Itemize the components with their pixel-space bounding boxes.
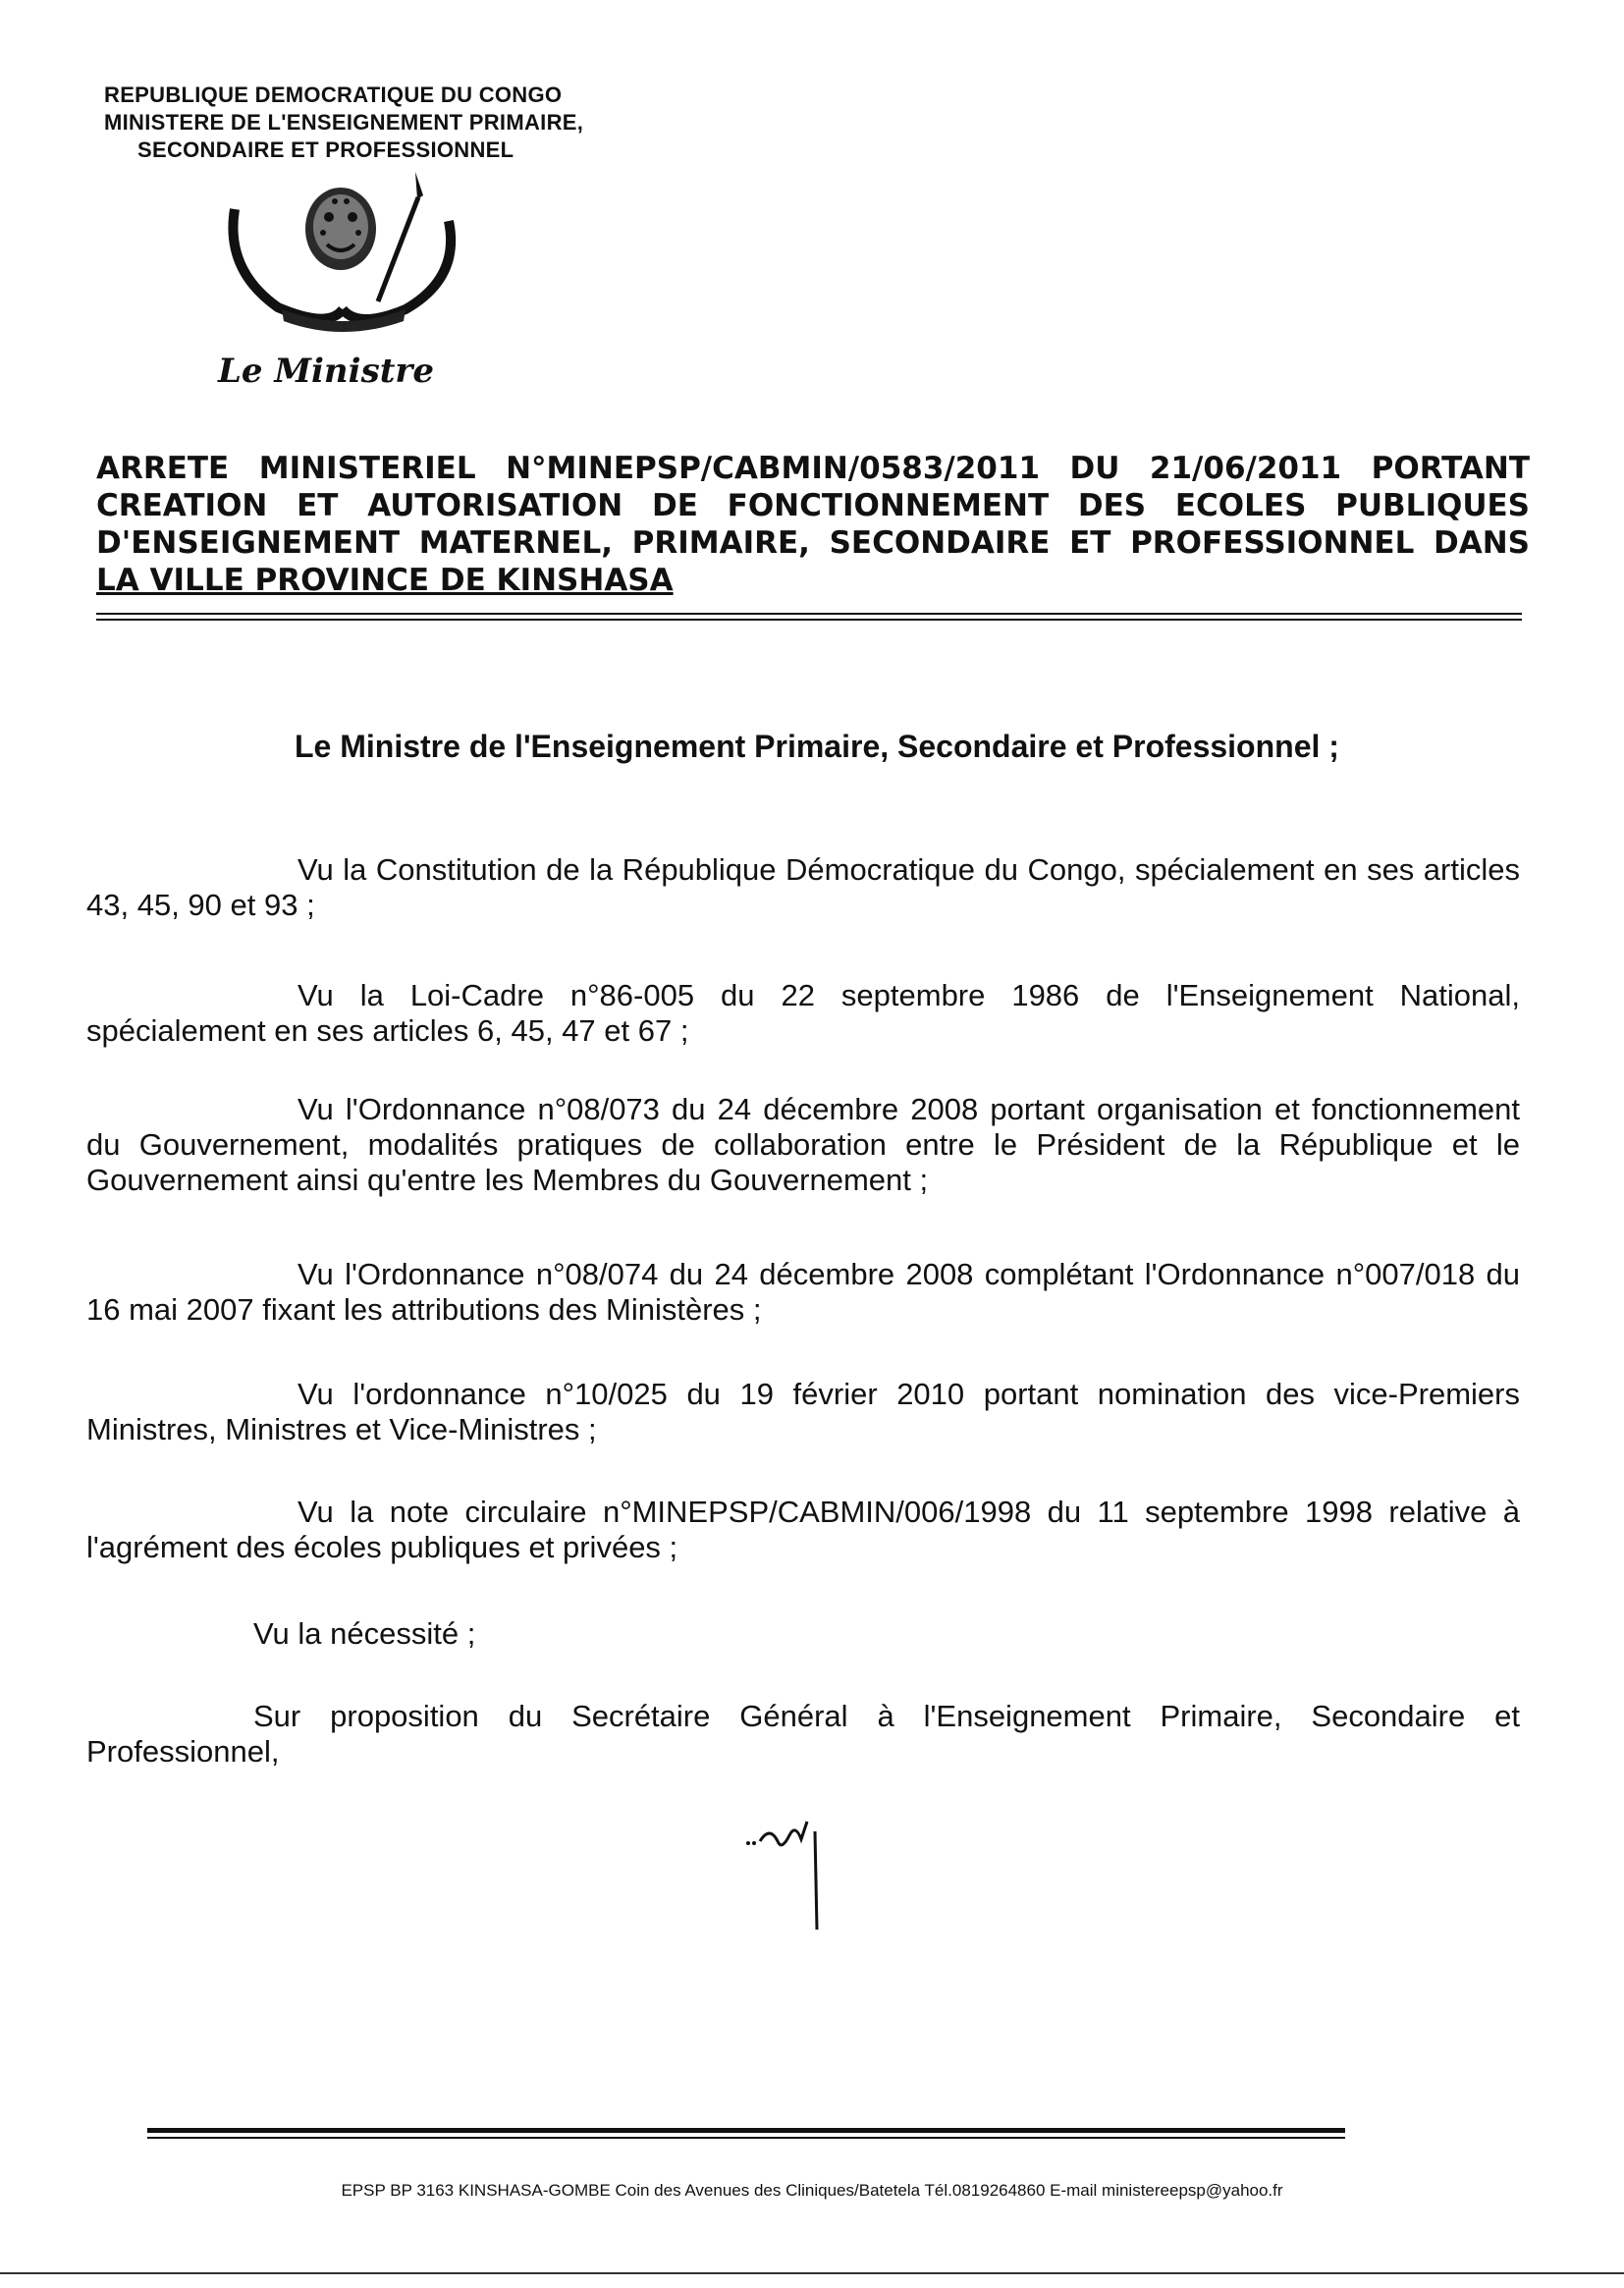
initials-mark (746, 1812, 844, 1939)
decree-title-line1: ARRETE MINISTERIEL N°MINEPSP/CABMIN/0583/2011 DU 21/06/2011 PORTANT (96, 451, 1530, 486)
proposal-statement (86, 1699, 1520, 1770)
consideration-text: Vu l'Ordonnance n°08/073 du 24 décembre 2008 portant organisation et fonctionnement du Gouvernement, modalités pratiques de collaboration entre le Président de la République et le Gouvernement ainsi qu'entre les Membres du Gouvernement ; (86, 1092, 1520, 1197)
consideration-text: Vu la Constitution de la République Démocratique du Congo, spécialement en ses articles 43, 45, 90 et 93 ; (86, 852, 1520, 922)
consideration-text: Vu la Loi-Cadre n°86-005 du 22 septembre 1986 de l'Enseignement National, spécialement en ses articles 6, 45, 47 et 67 ; (86, 978, 1520, 1048)
consideration-note-circulaire (86, 1495, 1520, 1565)
decree-title-line4: LA VILLE PROVINCE DE KINSHASA (96, 563, 674, 598)
decree-title-line2: CREATION ET AUTORISATION DE FONCTIONNEMENT DES ECOLES PUBLIQUES (96, 488, 1530, 523)
minister-heading: Le Ministre de l'Enseignement Primaire, Secondaire et Professionnel ; (295, 729, 1339, 764)
footer-rule-thick (147, 2128, 1345, 2133)
ministry-name-line1: MINISTERE DE L'ENSEIGNEMENT PRIMAIRE, (104, 110, 584, 135)
coat-of-arms-emblem (221, 162, 466, 344)
consideration-text: Vu l'ordonnance n°10/025 du 19 février 2010 portant nomination des vice-Premiers Ministres, Ministres et Vice-Ministres ; (86, 1377, 1520, 1446)
consideration-loi-cadre (86, 978, 1520, 1049)
decree-title-line3: D'ENSEIGNEMENT MATERNEL, PRIMAIRE, SECONDAIRE ET PROFESSIONNEL DANS (96, 525, 1530, 561)
signatory-title: Le Ministre (218, 352, 434, 391)
consideration-ordonnance-025 (86, 1377, 1520, 1447)
consideration-ordonnance-074 (86, 1257, 1520, 1328)
necessity-statement: Vu la nécessité ; (253, 1616, 476, 1651)
proposal-text: Sur proposition du Secrétaire Général à l'Enseignement Primaire, Secondaire et Professionnel, (86, 1699, 1520, 1769)
footer-rule-thin (147, 2137, 1345, 2139)
consideration-text: Vu la note circulaire n°MINEPSP/CABMIN/006/1998 du 11 septembre 1998 relative à l'agrément des écoles publiques et privées ; (86, 1495, 1520, 1564)
consideration-text: Vu l'Ordonnance n°08/074 du 24 décembre 2008 complétant l'Ordonnance n°007/018 du 16 mai 2007 fixant les attributions des Ministères ; (86, 1257, 1520, 1327)
consideration-ordonnance-073 (86, 1092, 1520, 1198)
ministry-name-line2: SECONDAIRE ET PROFESSIONNEL (137, 137, 514, 162)
title-rule-top (96, 613, 1522, 615)
consideration-constitution (86, 852, 1520, 923)
country-name: REPUBLIQUE DEMOCRATIQUE DU CONGO (104, 82, 563, 107)
footer-contact: EPSP BP 3163 KINSHASA-GOMBE Coin des Avenues des Cliniques/Batetela Tél.0819264860 E-mail ministereepsp@yahoo.fr (341, 2181, 1283, 2200)
decree-title (96, 450, 1530, 599)
page-bottom-rule (0, 2272, 1624, 2274)
title-rule-bottom (96, 619, 1522, 621)
